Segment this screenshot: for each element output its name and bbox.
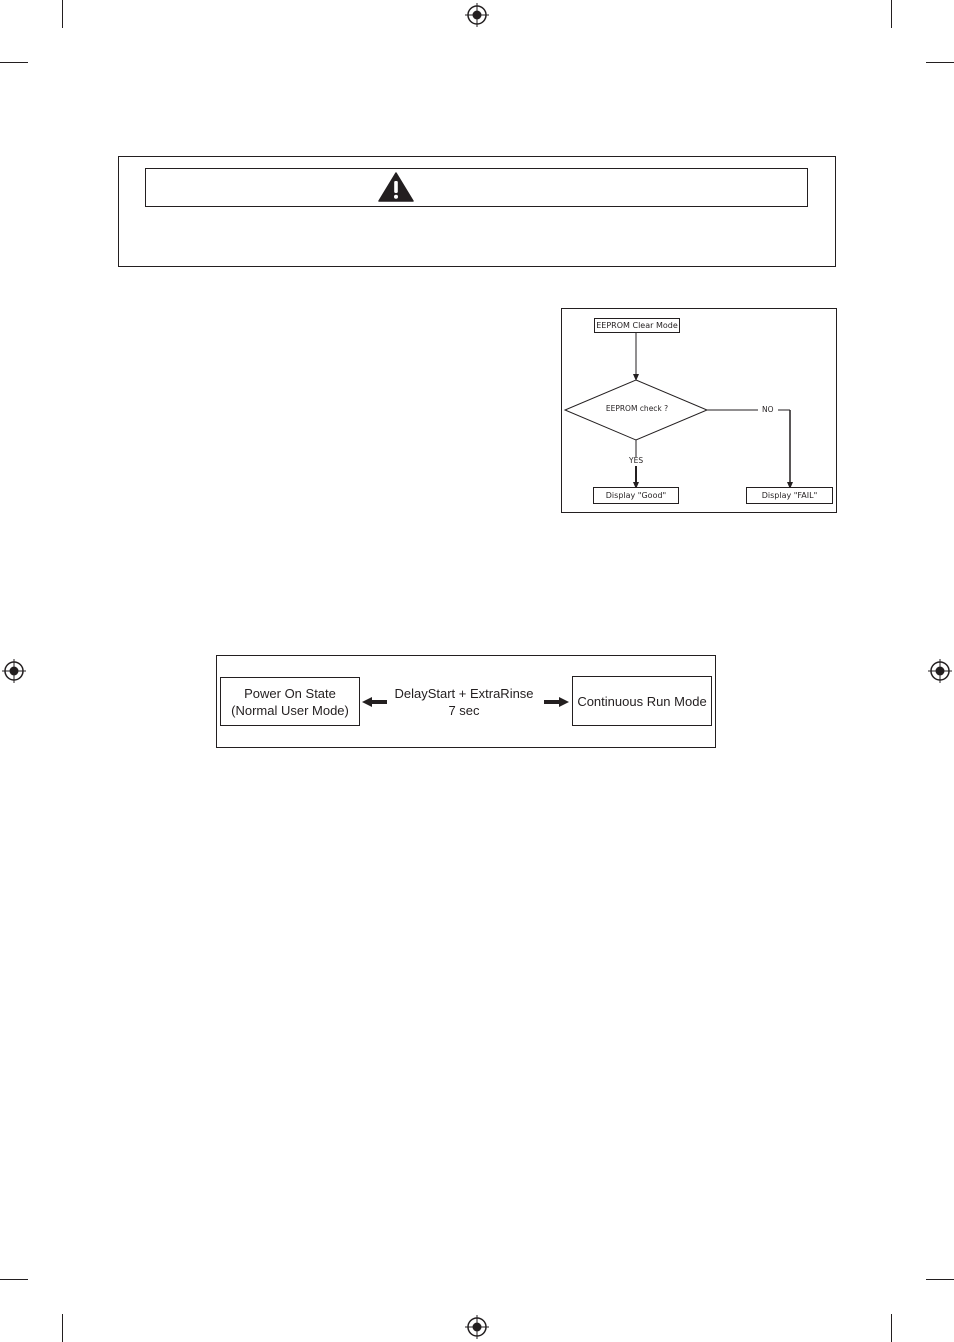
crop-mark [926, 1279, 954, 1280]
arrow-left-icon [362, 696, 388, 708]
crop-mark [926, 62, 954, 63]
warning-triangle-icon [378, 172, 414, 202]
crop-mark [0, 1279, 28, 1280]
power-on-line1: Power On State [244, 685, 336, 701]
key-combination-label: DelayStart + ExtraRinse [394, 686, 534, 701]
no-label: NO [762, 405, 774, 414]
start-node: EEPROM Clear Mode [594, 318, 680, 333]
good-node: Display "Good" [593, 487, 679, 504]
fail-node: Display "FAIL" [746, 487, 833, 504]
registration-mark-icon [928, 659, 952, 683]
power-on-state-box [220, 677, 360, 726]
registration-mark-icon [2, 659, 26, 683]
arrow-right-icon [543, 696, 569, 708]
continuous-run-mode-label: Continuous Run Mode [577, 693, 707, 709]
decision-label: EEPROM check ? [605, 404, 669, 413]
registration-mark-icon [465, 3, 489, 27]
crop-mark [62, 1314, 63, 1342]
yes-label: YES [629, 456, 644, 465]
crop-mark [0, 62, 28, 63]
power-on-line2: (Normal User Mode) [231, 702, 349, 718]
continuous-run-mode-box [572, 676, 712, 726]
crop-mark [62, 0, 63, 28]
key-combination [392, 685, 536, 719]
crop-mark [891, 1314, 892, 1342]
registration-mark-icon [465, 1315, 489, 1339]
caution-header [145, 168, 808, 207]
duration-label: 7 sec [448, 703, 480, 718]
crop-mark [891, 0, 892, 28]
